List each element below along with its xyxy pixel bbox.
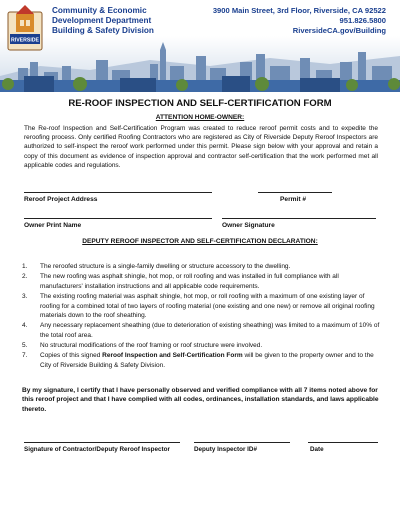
certification-statement: By my signature, I certify that I have personally observed and verified compliance with all 7 items noted above for this reroof project and that I have complied with all codes, ordinances, installation standards, and laws applicable thereto. bbox=[22, 387, 379, 413]
owner-signature-line[interactable] bbox=[222, 218, 376, 219]
item-number: 5. bbox=[22, 342, 28, 350]
header-banner bbox=[0, 0, 400, 92]
item-text-rest: will be given to the property owner and to the City of Riverside Building & Safety Division. bbox=[40, 352, 374, 369]
contractor-signature-line[interactable] bbox=[24, 442, 180, 443]
project-address-line[interactable] bbox=[24, 192, 212, 193]
inspector-id-label: Deputy Inspector ID# bbox=[194, 446, 257, 453]
inspector-id-line[interactable] bbox=[194, 442, 290, 443]
item-text-bold: Reroof Inspection and Self-Certification Form bbox=[102, 352, 243, 360]
declaration-heading: DEPUTY REROOF INSPECTOR AND SELF-CERTIFICATION DECLARATION: bbox=[82, 238, 318, 245]
date-line[interactable] bbox=[308, 442, 378, 443]
contact-info bbox=[213, 6, 386, 37]
item-number: 2. bbox=[22, 273, 28, 281]
city-skyline-graphic bbox=[0, 36, 400, 92]
dept-line-2: Development Department bbox=[52, 16, 152, 26]
list-item bbox=[22, 341, 380, 351]
form-title: RE-ROOF INSPECTION AND SELF-CERTIFICATION FORM bbox=[68, 98, 332, 109]
list-item bbox=[22, 262, 380, 272]
address: 3900 Main Street, 3rd Floor, Riverside, CA 92522 bbox=[212, 6, 386, 15]
dept-line-3: Building & Safety Division bbox=[52, 26, 154, 36]
item-number: 4. bbox=[22, 322, 28, 330]
permit-label: Permit # bbox=[280, 196, 307, 203]
list-item bbox=[22, 351, 380, 370]
list-item bbox=[22, 321, 380, 340]
dept-line-1: Community & Economic bbox=[52, 6, 147, 15]
project-address-label: Reroof Project Address bbox=[24, 196, 98, 203]
list-item bbox=[22, 292, 380, 321]
item-text: The reroofed structure is a single-family dwelling or structure accessory to the dwelling. bbox=[40, 263, 291, 270]
declaration-list bbox=[22, 262, 380, 371]
city-seal-logo bbox=[6, 4, 44, 52]
list-item bbox=[22, 272, 380, 291]
website-link[interactable]: RiversideCA.gov/Building bbox=[292, 26, 386, 36]
permit-line[interactable] bbox=[258, 192, 332, 193]
logo-wordmark: RIVERSIDE bbox=[11, 37, 39, 44]
item-text: No structural modifications of the roof framing or roof structure were involved. bbox=[40, 342, 263, 350]
department-name bbox=[52, 6, 154, 37]
item-number: 7. bbox=[22, 352, 28, 360]
item-text: Copies of this signed bbox=[40, 352, 103, 360]
owner-signature-label: Owner Signature bbox=[222, 222, 275, 229]
item-text: The new roofing was asphalt shingle, hot mop, or roll roofing and was installed in full compliance with all manufacturers' installation instructions and all applicable code requirements. bbox=[40, 273, 339, 290]
attention-heading: ATTENTION HOME-OWNER: bbox=[155, 114, 245, 121]
contractor-signature-label: Signature of Contractor/Deputy Reroof Inspector bbox=[24, 446, 170, 453]
date-label: Date bbox=[310, 446, 324, 453]
owner-name-line[interactable] bbox=[24, 218, 212, 219]
phone: 951.826.5800 bbox=[339, 16, 386, 26]
item-number: 3. bbox=[22, 292, 28, 300]
item-number: 1. bbox=[22, 263, 28, 270]
item-text: Any necessary replacement sheathing (due to deterioration of existing sheathing) was limited to a maximum of 10% of the total roof area. bbox=[40, 322, 380, 339]
intro-paragraph: The Re-roof Inspection and Self-Certification Program was created to reduce reroof permit costs and to expedite the reroofing process. Only certified Roofing Contractors who are registered as City of Riverside Deputy Reroof Inspectors are authorized to self-inspect the reroof work performed under this permit. Please sign below with your approval and retain a copy of this document as evidence of inspection approval and contractor self-certification that the work performed met all applicable codes and regulations. bbox=[24, 125, 378, 169]
owner-name-label: Owner Print Name bbox=[24, 222, 82, 229]
item-text: The existing roofing material was asphalt shingle, hot mop, or roll roofing with a maximum of one existing layer of roofing for a combined total of two layers of roofing material (one existing and one new) or remove all original roofing materials down to the roof sheathing. bbox=[40, 292, 375, 320]
